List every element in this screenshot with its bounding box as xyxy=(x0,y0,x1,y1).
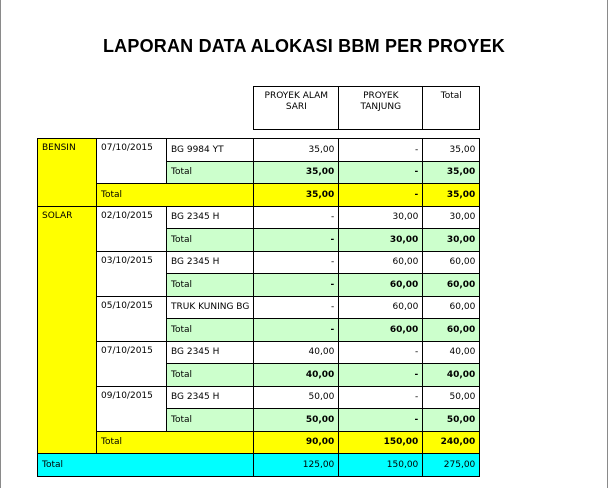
group-total-tanjung: - xyxy=(339,184,423,207)
vehicle-cell: BG 2345 H xyxy=(167,386,254,409)
subtotal-total: 60,00 xyxy=(423,319,480,342)
group-total-alam-sari: 90,00 xyxy=(254,431,339,454)
value-alam-sari: 40,00 xyxy=(254,341,339,364)
date-cell: 05/10/2015 xyxy=(97,296,167,341)
grand-total-total: 275,00 xyxy=(423,454,480,477)
header-blank xyxy=(38,87,97,130)
group-total-total: 240,00 xyxy=(423,431,480,454)
subtotal-alam-sari: - xyxy=(254,319,339,342)
subtotal-alam-sari: 35,00 xyxy=(254,161,339,184)
fuel-type-bensin: BENSIN xyxy=(38,139,97,207)
vehicle-cell: BG 9984 YT xyxy=(167,139,254,162)
subtotal-alam-sari: - xyxy=(254,274,339,297)
grand-total-tanjung: 150,00 xyxy=(339,454,423,477)
header-total: Total xyxy=(423,87,480,130)
date-cell: 07/10/2015 xyxy=(97,139,167,184)
value-alam-sari: 50,00 xyxy=(254,386,339,409)
table-row xyxy=(38,341,480,364)
subtotal-tanjung: - xyxy=(339,161,423,184)
group-total-row xyxy=(38,184,480,207)
value-tanjung: 30,00 xyxy=(339,206,423,229)
value-total: 50,00 xyxy=(423,386,480,409)
group-total-label: Total xyxy=(97,431,254,454)
subtotal-tanjung: - xyxy=(339,409,423,432)
header-proyek-tanjung: PROYEK TANJUNG xyxy=(339,87,423,130)
value-tanjung: - xyxy=(339,341,423,364)
subtotal-label: Total xyxy=(167,161,254,184)
spacer-cell xyxy=(38,130,480,139)
subtotal-label: Total xyxy=(167,364,254,387)
value-total: 35,00 xyxy=(423,139,480,162)
table-row xyxy=(38,296,480,319)
header-proyek-alam-sari: PROYEK ALAM SARI xyxy=(254,87,339,130)
subtotal-total: 35,00 xyxy=(423,161,480,184)
grand-total-alam-sari: 125,00 xyxy=(254,454,339,477)
grand-total-row xyxy=(38,454,480,477)
value-alam-sari: - xyxy=(254,296,339,319)
group-total-row xyxy=(38,431,480,454)
subtotal-alam-sari: 40,00 xyxy=(254,364,339,387)
value-alam-sari: - xyxy=(254,251,339,274)
value-alam-sari: - xyxy=(254,206,339,229)
vehicle-cell: BG 2345 H xyxy=(167,251,254,274)
header-blank xyxy=(97,87,167,130)
group-total-label: Total xyxy=(97,184,254,207)
table-row xyxy=(38,386,480,409)
table-row xyxy=(38,206,480,229)
fuel-type-solar: SOLAR xyxy=(38,206,97,454)
value-tanjung: 60,00 xyxy=(339,296,423,319)
value-total: 60,00 xyxy=(423,251,480,274)
vehicle-cell: TRUK KUNING BG xyxy=(167,296,254,319)
subtotal-alam-sari: 50,00 xyxy=(254,409,339,432)
report-table xyxy=(37,86,480,477)
value-total: 30,00 xyxy=(423,206,480,229)
report-title: LAPORAN DATA ALOKASI BBM PER PROYEK xyxy=(102,36,505,56)
group-total-tanjung: 150,00 xyxy=(339,431,423,454)
subtotal-label: Total xyxy=(167,274,254,297)
value-alam-sari: 35,00 xyxy=(254,139,339,162)
group-total-total: 35,00 xyxy=(423,184,480,207)
subtotal-tanjung: - xyxy=(339,364,423,387)
date-cell: 09/10/2015 xyxy=(97,386,167,431)
table-row xyxy=(38,139,480,162)
vehicle-cell: BG 2345 H xyxy=(167,341,254,364)
subtotal-total: 40,00 xyxy=(423,364,480,387)
date-cell: 02/10/2015 xyxy=(97,206,167,251)
subtotal-total: 60,00 xyxy=(423,274,480,297)
date-cell: 07/10/2015 xyxy=(97,341,167,386)
group-total-alam-sari: 35,00 xyxy=(254,184,339,207)
table-row xyxy=(38,251,480,274)
value-total: 40,00 xyxy=(423,341,480,364)
date-cell: 03/10/2015 xyxy=(97,251,167,296)
grand-total-label: Total xyxy=(38,454,254,477)
value-tanjung: - xyxy=(339,139,423,162)
subtotal-label: Total xyxy=(167,409,254,432)
spacer-row xyxy=(38,130,480,139)
subtotal-tanjung: 60,00 xyxy=(339,319,423,342)
subtotal-label: Total xyxy=(167,319,254,342)
header-blank xyxy=(167,87,254,130)
value-tanjung: - xyxy=(339,386,423,409)
subtotal-total: 50,00 xyxy=(423,409,480,432)
header-row xyxy=(38,87,480,130)
subtotal-tanjung: 30,00 xyxy=(339,229,423,252)
value-total: 60,00 xyxy=(423,296,480,319)
subtotal-label: Total xyxy=(167,229,254,252)
subtotal-tanjung: 60,00 xyxy=(339,274,423,297)
vehicle-cell: BG 2345 H xyxy=(167,206,254,229)
subtotal-alam-sari: - xyxy=(254,229,339,252)
value-tanjung: 60,00 xyxy=(339,251,423,274)
subtotal-total: 30,00 xyxy=(423,229,480,252)
